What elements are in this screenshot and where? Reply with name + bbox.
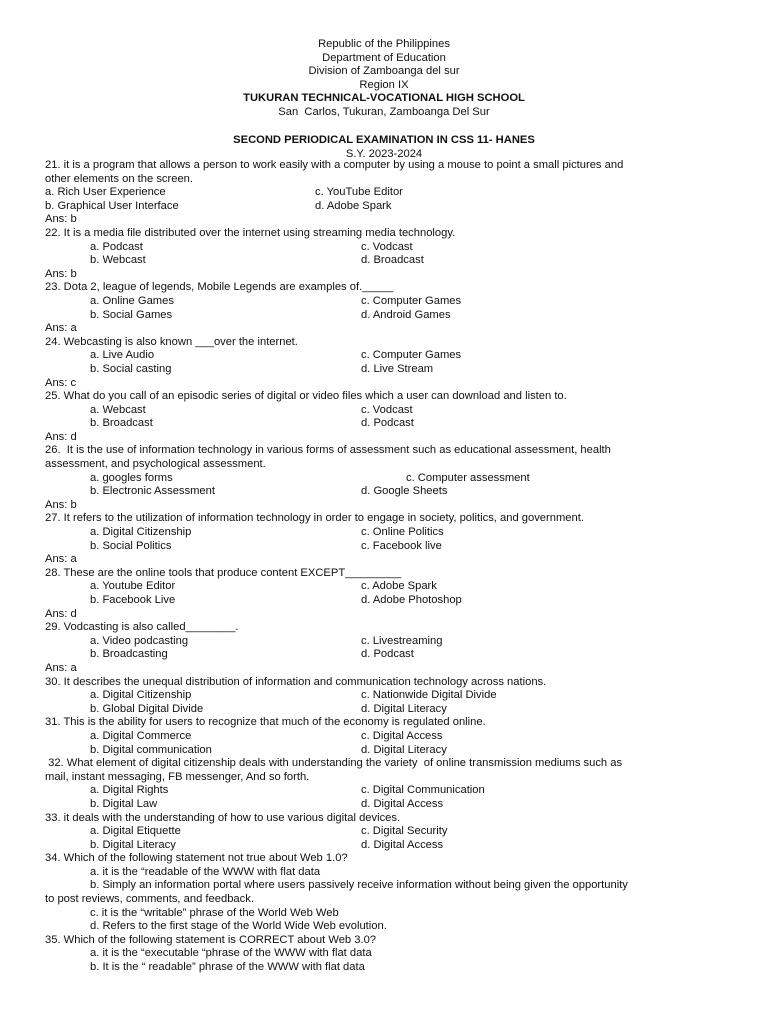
answer-line xyxy=(45,213,720,227)
choice-c: c. Computer Games xyxy=(361,349,462,362)
choice-b: b. Digital communication xyxy=(90,743,212,756)
choice-b: b. Electronic Assessment xyxy=(90,485,215,498)
choice-a: a. Video podcasting xyxy=(90,634,189,647)
question-text: 23. Dota 2, league of legends, Mobile Legends are examples of._____ xyxy=(45,281,394,294)
choice-c: c. Computer assessment xyxy=(406,471,530,484)
answer: Ans: b xyxy=(45,267,77,280)
choice-a: a. Digital Citizenship xyxy=(90,526,192,539)
choice-row xyxy=(45,920,720,934)
question-28 xyxy=(45,567,720,581)
choice-b: b. Graphical User Interface xyxy=(45,199,179,212)
question-text: 26. It is the use of information technology in various forms of assessment such as educational assessment, health xyxy=(45,444,611,457)
choice-row xyxy=(45,485,720,499)
choice-a: a. Youtube Editor xyxy=(90,580,176,593)
answer-line xyxy=(45,268,720,282)
choice-d: d. Podcast xyxy=(361,417,414,430)
question-text: 28. These are the online tools that produce content EXCEPT_________ xyxy=(45,566,402,579)
choice-d: d. Podcast xyxy=(361,648,414,661)
exam-title: SECOND PERIODICAL EXAMINATION IN CSS 11- HANES xyxy=(233,134,535,146)
choice-row xyxy=(45,526,720,540)
choice-row xyxy=(45,540,720,554)
question-text: other elements on the screen. xyxy=(45,172,194,185)
choice-c: c. Online Politics xyxy=(361,526,444,539)
choice-row xyxy=(45,594,720,608)
question-34 xyxy=(45,852,720,866)
department-line: Department of Education xyxy=(322,51,446,64)
question-text-cont xyxy=(45,771,720,785)
choice-c: c. Digital Security xyxy=(361,825,448,838)
choice-row xyxy=(45,866,720,880)
choice-a: a. Digital Rights xyxy=(90,784,169,797)
question-24 xyxy=(45,336,720,350)
choice-row xyxy=(45,404,720,418)
answer: Ans: d xyxy=(45,430,77,443)
choice-b: b. Simply an information portal where users passively receive information without being given the opportunity xyxy=(90,879,628,892)
question-29 xyxy=(45,621,720,635)
question-text: 35. Which of the following statement is CORRECT about Web 3.0? xyxy=(45,933,377,946)
school-address: San Carlos, Tukuran, Zamboanga Del Sur xyxy=(278,105,490,118)
question-33 xyxy=(45,812,720,826)
answer: Ans: b xyxy=(45,498,77,511)
choice-a: a. Webcast xyxy=(90,403,146,416)
answer-line xyxy=(45,431,720,445)
choice-a: a. Live Audio xyxy=(90,349,155,362)
question-text: 30. It describes the unequal distribution of information and communication technology across nations. xyxy=(45,675,547,688)
choice-row xyxy=(45,839,720,853)
choice-b: b. Social Politics xyxy=(90,539,172,552)
answer: Ans: a xyxy=(45,322,77,335)
answer: Ans: d xyxy=(45,607,77,620)
question-text: 34. Which of the following statement not true about Web 1.0? xyxy=(45,852,348,865)
answer-line xyxy=(45,499,720,513)
school-name: TUKURAN TECHNICAL-VOCATIONAL HIGH SCHOOL xyxy=(243,92,525,105)
region-line: Region IX xyxy=(359,78,409,91)
choice-row xyxy=(45,744,720,758)
choice-a: a. Online Games xyxy=(90,294,174,307)
choice-a: a. it is the “readable of the WWW with flat data xyxy=(90,865,321,878)
republic-line: Republic of the Philippines xyxy=(318,38,450,50)
question-text: 25. What do you call of an episodic series of digital or video files which a user can download and listen to. xyxy=(45,390,567,403)
choice-c: c. Vodcast xyxy=(361,240,413,253)
answer: Ans: b xyxy=(45,213,77,226)
question-text: 27. It refers to the utilization of information technology in order to engage in society, politics, and government. xyxy=(45,512,584,525)
choice-b-cont: to post reviews, comments, and feedback. xyxy=(45,893,254,906)
choice-a: a. Rich User Experience xyxy=(45,186,166,199)
question-text: 31. This is the ability for users to recognize that much of the economy is regulated online. xyxy=(45,716,486,729)
answer: Ans: a xyxy=(45,553,77,566)
choice-row xyxy=(45,825,720,839)
choice-row xyxy=(45,648,720,662)
choice-b: b. Facebook Live xyxy=(90,594,176,606)
question-list xyxy=(45,159,720,975)
question-text: 21. it is a program that allows a person to work easily with a computer by using a mouse to point a small pictures and xyxy=(45,159,624,171)
question-21 xyxy=(45,159,720,173)
question-27 xyxy=(45,512,720,526)
choice-a: a. Digital Citizenship xyxy=(90,689,192,702)
choice-row xyxy=(45,417,720,431)
question-30 xyxy=(45,676,720,690)
choice-b: b. Webcast xyxy=(90,254,146,267)
choice-row xyxy=(45,200,720,214)
question-26 xyxy=(45,444,720,458)
choice-row xyxy=(45,907,720,921)
choice-d: d. Adobe Photoshop xyxy=(361,594,462,606)
choice-row xyxy=(45,635,720,649)
question-text: 32. What element of digital citizenship deals with understanding the variety of online transmission mediums such as xyxy=(45,757,623,770)
choice-d: d. Digital Literacy xyxy=(361,743,447,756)
choice-row xyxy=(45,186,720,200)
choice-b: b. Global Digital Divide xyxy=(90,702,204,715)
choice-row xyxy=(45,580,720,594)
choice-a: a. Podcast xyxy=(90,240,143,253)
choice-row xyxy=(45,309,720,323)
choice-a: a. Digital Commerce xyxy=(90,729,192,742)
choice-c: c. it is the “writable” phrase of the World Web Web xyxy=(90,906,339,919)
choice-c: c. Adobe Spark xyxy=(361,580,437,593)
choice-a: a. it is the “executable “phrase of the WWW with flat data xyxy=(90,947,372,960)
school-year: S.Y. 2023-2024 xyxy=(345,147,423,160)
choice-c: c. Livestreaming xyxy=(361,634,443,647)
choice-d: d. Refers to the first stage of the World Wide Web evolution. xyxy=(90,920,387,933)
choice-row xyxy=(45,472,720,486)
question-35 xyxy=(45,934,720,948)
choice-b: b. Digital Literacy xyxy=(90,838,176,851)
choice-row xyxy=(45,349,720,363)
question-text: assessment, and psychological assessment. xyxy=(45,458,266,471)
question-text: 22. It is a media file distributed over the internet using streaming media technology. xyxy=(45,226,456,239)
choice-a: a. googles forms xyxy=(90,471,173,484)
choice-d: c. Facebook live xyxy=(361,539,442,552)
choice-row xyxy=(45,703,720,717)
choice-b: b. It is the “ readable” phrase of the WWW with flat data xyxy=(90,961,365,974)
question-text: 24. Webcasting is also known ___over the internet. xyxy=(45,335,298,348)
choice-b: b. Digital Law xyxy=(90,797,158,810)
division-line: Division of Zamboanga del sur xyxy=(308,65,460,78)
choice-a: a. Digital Etiquette xyxy=(90,825,181,838)
choice-row xyxy=(45,254,720,268)
choice-d: d. Adobe Spark xyxy=(315,199,392,212)
choice-row xyxy=(45,363,720,377)
choice-c: c. Nationwide Digital Divide xyxy=(361,689,497,702)
choice-row xyxy=(45,879,720,893)
question-text: mail, instant messaging, FB messenger, And so forth. xyxy=(45,770,310,783)
choice-row xyxy=(45,947,720,961)
choice-row xyxy=(45,689,720,703)
answer-line xyxy=(45,608,720,622)
exam-heading xyxy=(0,134,768,161)
choice-row xyxy=(45,798,720,812)
question-32 xyxy=(45,757,720,771)
choice-d: d. Digital Access xyxy=(361,797,444,810)
choice-c: c. Computer Games xyxy=(361,294,462,307)
choice-row xyxy=(45,241,720,255)
question-31 xyxy=(45,716,720,730)
choice-b: b. Social casting xyxy=(90,362,172,375)
question-22 xyxy=(45,227,720,241)
question-text: 33. it deals with the understanding of how to use various digital devices. xyxy=(45,811,401,824)
letterhead xyxy=(0,38,768,120)
choice-b: b. Social Games xyxy=(90,308,173,321)
choice-c: c. Digital Communication xyxy=(361,784,485,797)
choice-row xyxy=(45,295,720,309)
choice-d: d. Android Games xyxy=(361,308,451,321)
choice-row-cont xyxy=(45,893,720,907)
choice-d: d. Digital Access xyxy=(361,838,444,851)
choice-d: d. Digital Literacy xyxy=(361,702,447,715)
choice-c: c. Vodcast xyxy=(361,403,413,416)
choice-b: b. Broadcasting xyxy=(90,648,168,661)
answer-line xyxy=(45,322,720,336)
choice-row xyxy=(45,730,720,744)
answer-line xyxy=(45,662,720,676)
choice-c: c. Digital Access xyxy=(361,729,443,742)
question-text: 29. Vodcasting is also called________. xyxy=(45,621,239,634)
choice-b: b. Broadcast xyxy=(90,417,153,430)
answer-line xyxy=(45,377,720,391)
question-25 xyxy=(45,390,720,404)
answer: Ans: c xyxy=(45,376,77,389)
choice-d: d. Live Stream xyxy=(361,362,434,375)
question-23 xyxy=(45,281,720,295)
answer-line xyxy=(45,553,720,567)
choice-c: c. YouTube Editor xyxy=(315,186,403,199)
answer: Ans: a xyxy=(45,661,77,674)
choice-row xyxy=(45,784,720,798)
question-text-cont xyxy=(45,173,720,187)
choice-row xyxy=(45,961,720,975)
choice-d: d. Google Sheets xyxy=(361,485,448,498)
question-text-cont xyxy=(45,458,720,472)
choice-d: d. Broadcast xyxy=(361,254,424,267)
